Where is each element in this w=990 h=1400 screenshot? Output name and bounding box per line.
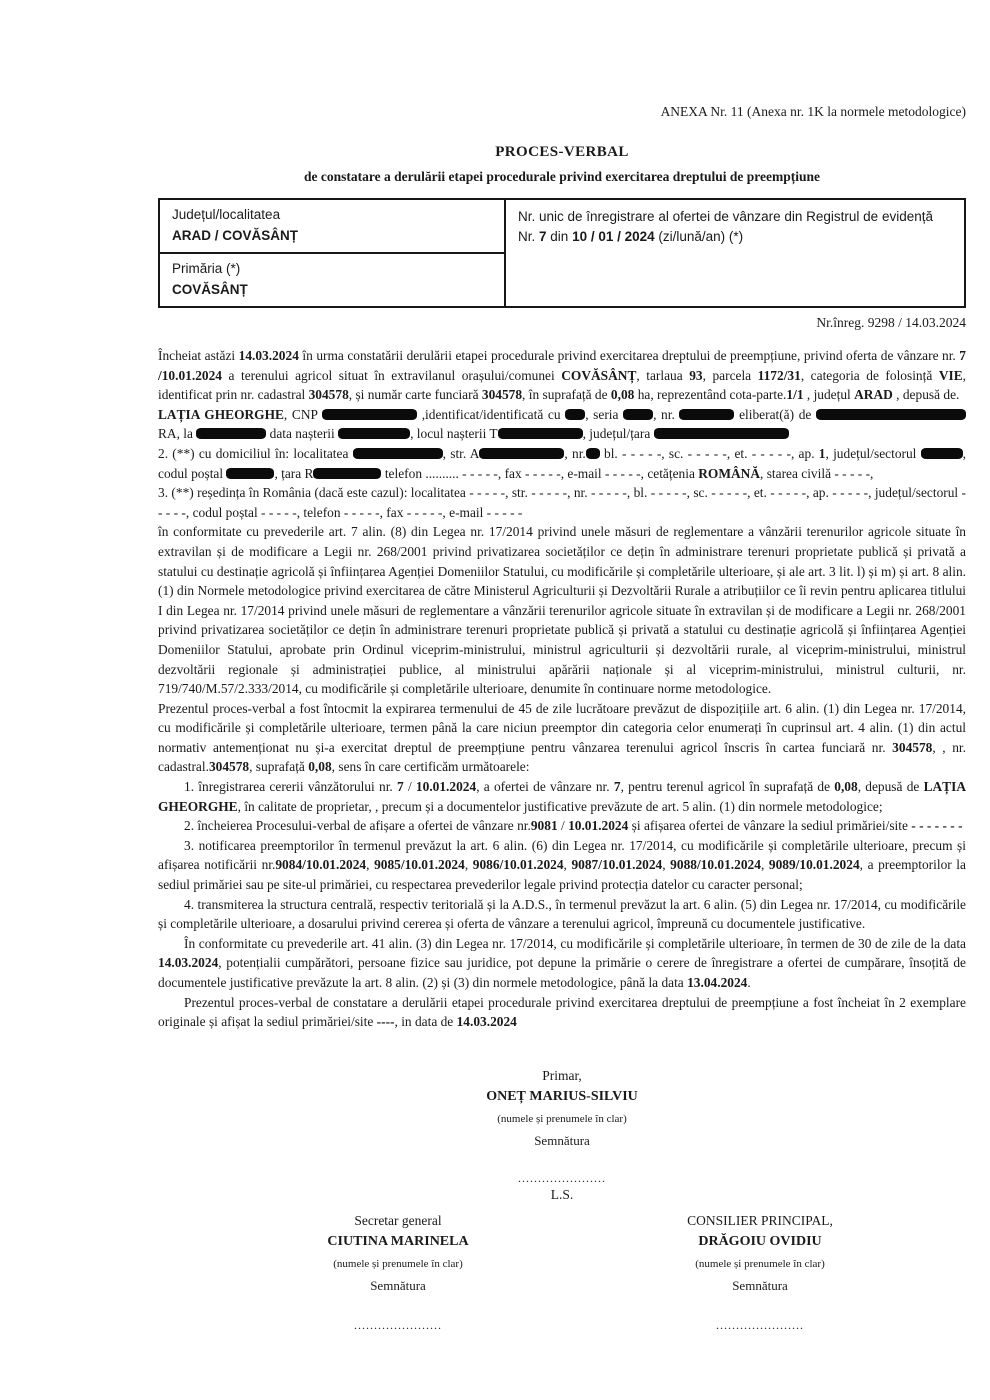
paragraph (158, 405, 966, 444)
text-segment: ROMÂNĂ (698, 465, 760, 481)
redaction-bar (498, 428, 583, 439)
text-segment: 1172/31 (757, 367, 801, 383)
offer-registration-number (518, 229, 952, 244)
text-segment: 10.01.2024 (568, 818, 629, 834)
paragraph (158, 777, 966, 816)
paragraph (158, 895, 966, 934)
text-segment: , (366, 857, 375, 873)
text-segment: , potențialii cumpărători, persoane fizice sau juridice, pot depune la primărie o cerere de înregistrare a ofertei de cumpărare, însoțită de documentele justificative prevăzute la art. 8 alin. (2) și (3) din normele metodologice, până la data (158, 955, 966, 990)
text-segment: , identificat prin nr. cadastral (158, 367, 967, 403)
text-segment: , nr. (564, 445, 586, 461)
body-paragraphs (158, 346, 966, 1032)
signature-name: ONEȚ MARIUS-SILVIU (486, 1088, 638, 1104)
text-segment: , a preemptorilor la sediul primăriei sau pe site-ul primăriei, cu respectarea prevederilor legale privind protecția datelor cu caracter personal; (158, 857, 966, 893)
offer-nr: 7 (539, 229, 547, 244)
text-segment: VIE (938, 367, 963, 383)
header-table (158, 198, 966, 308)
offer-registration-label: Nr. unic de înregistrare al ofertei de vânzare din Registrul de evidență (518, 209, 933, 224)
document-title: PROCES-VERBAL (495, 144, 629, 160)
text-segment: , județul/țara (582, 426, 654, 442)
signature-label: Semnătura (732, 1277, 788, 1293)
text-segment: 304578 (308, 387, 349, 403)
text-segment: 10.01.2024 (415, 779, 477, 795)
registration-number-line: Nr.înreg. 9298 / 14.03.2024 (816, 315, 966, 330)
text-segment: COVĂSÂNȚ (561, 367, 637, 383)
text-segment: 9085/10.01.2024 (374, 857, 465, 873)
text-segment: 2. (**) cu domiciliul în: localitatea (158, 445, 353, 461)
text-segment: 304578 (208, 759, 250, 775)
text-segment: , seria (585, 406, 624, 422)
text-segment: , (464, 857, 473, 873)
text-segment: , (662, 857, 671, 873)
text-segment: , sens în care certificăm următoarele: (331, 759, 530, 775)
redaction-bar (353, 448, 443, 459)
cityhall-label: Primăria (*) (172, 261, 241, 276)
text-segment: 304578 (481, 387, 523, 403)
redaction-bar (586, 448, 600, 459)
signature-clar-note: (numele și prenumele în clar) (497, 1112, 627, 1125)
text-segment: . (747, 975, 751, 990)
offer-suffix: (zi/lună/an) (*) (654, 229, 744, 244)
text-segment: , , nr. cadastral. (158, 739, 966, 775)
text-segment: , depusă de. (892, 387, 960, 403)
text-segment: ha, reprezentând cota-parte. (634, 387, 787, 403)
text-segment: , parcela (702, 367, 758, 383)
text-segment: / (557, 818, 569, 834)
text-segment: eliberat(ă) de (734, 406, 816, 422)
offer-date: 10 / 01 / 2024 (572, 229, 655, 244)
text-segment: , tarlaua (636, 367, 690, 383)
text-segment: Încheiat astăzi (158, 348, 239, 363)
redaction-bar (921, 448, 963, 459)
offer-nr-prefix: Nr. (518, 229, 540, 244)
text-segment: 93 (689, 367, 703, 383)
text-segment: a terenului agricol situat în extravilanul orașului/comunei (221, 367, 562, 383)
text-segment: 9081 (530, 818, 558, 834)
text-segment: În conformitate cu prevederile art. 41 alin. (3) din Legea nr. 17/2014, cu modificările și completările ulterioare, în termen de 30 de zile de la data (184, 935, 966, 951)
text-segment: 9086/10.01.2024 (472, 857, 564, 873)
county-value: ARAD / COVĂSÂNȚ (172, 228, 299, 243)
text-segment: 9087/10.01.2024 (571, 857, 663, 873)
text-segment: / (403, 779, 416, 795)
text-segment: , în suprafață de (522, 387, 611, 403)
text-segment: , codul poștal (158, 445, 966, 481)
text-segment: ---- (376, 1014, 395, 1030)
text-segment: 2. încheierea Procesului-verbal de afișare a ofertei de vânzare nr. (184, 818, 531, 834)
signature-dotted-line: ...................... (518, 1170, 606, 1185)
redaction-bar (654, 428, 789, 439)
redaction-bar (322, 409, 417, 420)
offer-din: din (546, 229, 573, 244)
signature-block-consilier (610, 1213, 910, 1333)
paragraph (158, 934, 966, 993)
redaction-bar (226, 468, 274, 479)
text-segment: , depusă de (857, 779, 924, 795)
signature-role: Secretar general (354, 1212, 442, 1228)
text-segment: , CNP (283, 406, 323, 422)
redaction-bar (338, 428, 410, 439)
text-segment: , și număr carte funciară (348, 387, 482, 403)
text-segment: , a ofertei de vânzare nr. (476, 779, 614, 795)
text-segment: 14.03.2024 (238, 348, 299, 363)
text-segment: , județul (803, 387, 855, 403)
text-segment: 0,08 (308, 759, 332, 775)
cityhall-cell (159, 253, 505, 307)
signature-label: Semnătura (370, 1277, 426, 1293)
signature-block-primar (158, 1068, 966, 1203)
paragraph (158, 836, 966, 895)
signature-block-secretar (248, 1213, 548, 1333)
text-segment: 13.04.2024 (687, 975, 748, 990)
text-segment: în conformitate cu prevederile art. 7 alin. (8) din Legea nr. 17/2014 privind unele măsuri de reglementare a vânzării terenurilor agricole situate în extravilan și de modificare a Legii nr. 268/2001 privind privatizarea societăților ce dețin în administrare terenuri proprietate publică și privată a statului cu destinație agricolă și înființarea Agenției Domeniilor Statului, cu modificările și completările ulterioare, și ale art. 3 lit. l) și m) și art. 8 alin. (1) din Normele metodologice privind exercitarea de către Ministerul Agriculturii și Dezvoltării Rurale a atribuțiilor ce îi revin pentru aplicarea titlului I din Legea nr. 17/2014 privind unele măsuri de reglementare a vânzării terenurilor agricole situate în extravilan și de modificare a Legii nr. 268/2001 privind privatizarea societăților ce dețin în administrare terenuri proprietate publică și privată a statului cu destinație agricolă și înființarea Agenției Domeniilor Statului, aprobate prin Ordinul viceprim-ministrului, ministrul agriculturii și dezvoltării rurale, al viceprim-ministrului, ministrul dezvoltării regionale și administrației publice, al ministrului apărării naționale și al viceprim-ministrului, ministrul culturii, nr. 719/740/M.57/2.333/2014, cu modificările și completările ulterioare, denumite în continuare norme metodologice. (158, 524, 966, 697)
paragraph (158, 522, 966, 698)
text-segment: 9084/10.01.2024 (275, 857, 367, 873)
text-segment: 304578 (892, 739, 933, 755)
text-segment: bl. - - - - -, sc. - - - - -, et. - - - - -, ap. (599, 445, 819, 461)
county-label: Județul/localitatea (172, 207, 281, 222)
signature-role: CONSILIER PRINCIPAL, (687, 1212, 833, 1228)
text-segment: și afișarea ofertei de vânzare la sediul primăriei/site (628, 818, 912, 834)
text-segment: RA, la (158, 426, 197, 442)
text-segment: , str. A (442, 445, 480, 461)
text-segment: 14.03.2024 (158, 955, 219, 971)
text-segment: , (760, 857, 769, 873)
text-segment: ,identificat/identificată cu (417, 406, 566, 422)
text-segment: , starea civilă - - - - -, (760, 465, 874, 481)
signature-dotted-line: ...................... (354, 1317, 442, 1332)
paragraph (158, 993, 966, 1032)
redaction-bar (623, 409, 653, 420)
signature-label: Semnătura (534, 1132, 590, 1148)
annex-reference: ANEXA Nr. 11 (Anexa nr. 1K la normele metodologice) (660, 104, 966, 119)
text-segment: LAȚIA GHEORGHE (158, 406, 284, 422)
redaction-bar (679, 409, 734, 420)
offer-registration-cell (505, 199, 965, 307)
text-segment: , pentru terenul agricol în suprafață de (620, 779, 835, 795)
text-segment: data nașterii (266, 426, 339, 442)
document-subtitle: de constatare a derulării etapei procedurale privind exercitarea dreptului de preempțiune (304, 169, 820, 184)
bottom-signatures (158, 1213, 966, 1363)
text-segment: Prezentul proces-verbal a fost întocmit la expirarea termenului de 45 de zile lucrătoare prevăzut de dispozițiile art. 6 alin. (1) din Legea nr. 17/2014, cu modificările și completările ulterioare, termen până la care niciun preemptor din categoria celor enumerați în cuprinsul art. 4 alin. (1) din actul normativ antemenționat nu și-a exercitat dreptul de preempțiune pentru vânzarea terenului agricol înscris în cartea funciară nr. (158, 700, 966, 755)
text-segment: , suprafață (249, 759, 309, 775)
paragraph (158, 483, 966, 522)
text-segment: 3. (**) reședința în România (dacă este cazul): localitatea - - - - -, str. - - - - -, nr. - - - - -, bl. - - - - -, sc. - - - - -, et. - - - - -, ap. - - - - -, județul/sectorul - - - - -, codul poștal - - - - -, telefon - - - - -, fax - - - - -, e-mail - - - - - (158, 485, 966, 520)
signature-name: DRĂGOIU OVIDIU (698, 1233, 822, 1249)
paragraph (158, 816, 966, 836)
text-segment: în urma constatării derulării etapei procedurale privind exercitarea dreptului de preempțiune, privind oferta de vânzare nr. (298, 348, 960, 363)
text-segment: , țara R (274, 465, 314, 481)
text-segment: , (563, 857, 572, 873)
text-segment: 0,08 (610, 387, 635, 403)
county-cell (159, 199, 505, 253)
paragraph (158, 444, 966, 483)
signature-clar-note: (numele și prenumele în clar) (333, 1257, 463, 1270)
redaction-bar (565, 409, 585, 420)
text-segment: LAȚIA GHEORGHE (158, 779, 966, 814)
text-segment: 0,08 (834, 779, 858, 795)
text-segment: telefon .......... - - - - -, fax - - - - -, e-mail - - - - -, cetățenia (381, 465, 699, 481)
text-segment: , județul/sectorul (825, 445, 921, 461)
text-segment: 7 (613, 779, 621, 795)
text-segment: 9088/10.01.2024 (670, 857, 761, 873)
signature-dotted-line: ...................... (716, 1317, 804, 1332)
text-segment: , în calitate de proprietar, , precum și a documentelor justificative prevăzute de art. 5 alin. (1) din normele metodologice; (237, 798, 883, 814)
text-segment: 9089/10.01.2024 (768, 857, 860, 873)
signature-role: Primar, (542, 1067, 582, 1083)
text-segment: , nr. (653, 406, 680, 422)
signature-name: CIUTINA MARINELA (327, 1233, 469, 1249)
cityhall-value: COVĂSÂNȚ (172, 282, 248, 297)
stamp-placeholder: L.S. (550, 1186, 574, 1202)
text-segment: - - - - - - - (911, 818, 963, 834)
redaction-bar (196, 428, 266, 439)
text-segment: 4. transmiterea la structura centrală, respectiv teritorială și la A.D.S., în termenul prevăzut la art. 6 alin. (5) din Legea nr. 17/2014, cu modificările și completările ulterioare, a dosarului privind cererea și oferta de vânzare a terenului agricol, împreună cu documentele justificative. (158, 896, 966, 932)
text-segment: 3. notificarea preemptorilor în termenul prevăzut la art. 6 alin. (6) din Legea nr. 17/2014, cu modificările și completările ulterioare, precum și afișarea notificării nr. (158, 837, 966, 873)
signature-clar-note: (numele și prenumele în clar) (695, 1257, 825, 1270)
text-segment: 1. înregistrarea cererii vânzătorului nr. (184, 779, 398, 795)
paragraph (158, 346, 966, 405)
text-segment: 7 (397, 779, 404, 795)
redaction-bar (479, 448, 564, 459)
paragraph (158, 699, 966, 777)
text-segment: 1 (818, 445, 826, 461)
text-segment: 7 /10.01.2024 (158, 348, 966, 383)
text-segment: 14.03.2024 (456, 1014, 517, 1030)
text-segment: ARAD (854, 387, 893, 403)
text-segment: 1/1 (786, 387, 804, 403)
text-segment: , locul nașterii T (410, 426, 498, 442)
text-segment: , in data de (394, 1014, 457, 1030)
redaction-bar (816, 409, 966, 420)
text-segment: , categoria de folosință (800, 367, 939, 383)
text-segment: Prezentul proces-verbal de constatare a derulării etapei procedurale privind exercitarea dreptului de preempțiune a fost încheiat în 2 exemplare originale și afișat la sediul primăriei/site (158, 994, 966, 1030)
redaction-bar (313, 468, 381, 479)
